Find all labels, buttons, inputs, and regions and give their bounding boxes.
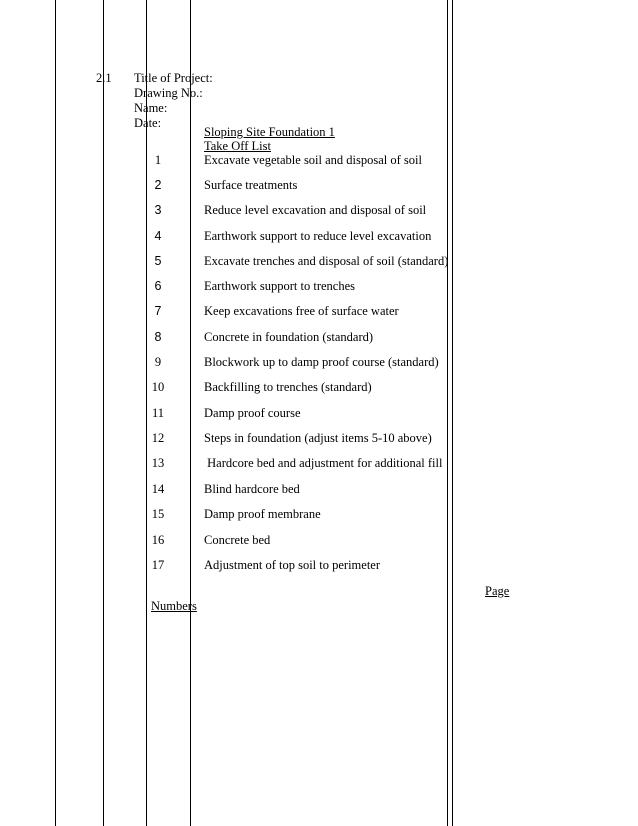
item-description: Damp proof membrane <box>204 507 321 521</box>
item-description: Adjustment of top soil to perimeter <box>204 558 381 572</box>
item-number: 13 <box>151 456 165 470</box>
item-number: 17 <box>151 558 165 572</box>
item-description: Reduce level excavation and disposal of soil <box>204 203 427 217</box>
rule-line-6 <box>452 0 453 826</box>
item-number: 12 <box>151 431 165 445</box>
section-number: 2.1 <box>96 71 112 85</box>
item-description: Concrete in foundation (standard) <box>204 330 374 344</box>
item-number: 3 <box>154 203 162 217</box>
item-description: Earthwork support to reduce level excavation <box>204 229 432 243</box>
item-number: 4 <box>154 229 162 243</box>
item-description: Excavate vegetable soil and disposal of soil <box>204 153 422 167</box>
sheet-subtitle: Take Off List <box>204 139 271 153</box>
rule-line-4 <box>190 0 191 826</box>
item-number: 2 <box>154 178 162 192</box>
item-number: 14 <box>151 482 165 496</box>
item-description: Hardcore bed and adjustment for additional fill <box>204 456 443 470</box>
item-number: 1 <box>154 153 162 167</box>
item-description: Surface treatments <box>204 178 298 192</box>
item-number: 6 <box>154 279 162 293</box>
numbers-label: Numbers <box>151 599 197 613</box>
page-label: Page <box>485 584 510 598</box>
name-label: Name: <box>134 101 168 115</box>
item-description: Blind hardcore bed <box>204 482 300 496</box>
rule-line-2 <box>103 0 104 826</box>
item-description: Blockwork up to damp proof course (standard) <box>204 355 439 369</box>
sheet-title: Sloping Site Foundation 1 <box>204 125 335 139</box>
item-description: Backfilling to trenches (standard) <box>204 380 372 394</box>
item-number: 5 <box>154 254 162 268</box>
item-number: 15 <box>151 507 165 521</box>
item-description: Keep excavations free of surface water <box>204 304 399 318</box>
project-title-label: Title of Project: <box>134 71 213 85</box>
item-number: 8 <box>154 330 162 344</box>
item-description: Steps in foundation (adjust items 5-10 above) <box>204 431 432 445</box>
drawing-number-label: Drawing No.: <box>134 86 203 100</box>
item-number: 11 <box>151 406 165 420</box>
item-description: Earthwork support to trenches <box>204 279 356 293</box>
item-number: 7 <box>154 304 162 318</box>
item-number: 9 <box>154 355 162 369</box>
item-number: 16 <box>151 533 165 547</box>
rule-line-1 <box>55 0 56 826</box>
item-description: Excavate trenches and disposal of soil (standard) <box>204 254 449 268</box>
item-description: Concrete bed <box>204 533 271 547</box>
rule-line-5 <box>447 0 448 826</box>
item-description: Damp proof course <box>204 406 301 420</box>
item-number: 10 <box>151 380 165 394</box>
date-label: Date: <box>134 116 162 130</box>
